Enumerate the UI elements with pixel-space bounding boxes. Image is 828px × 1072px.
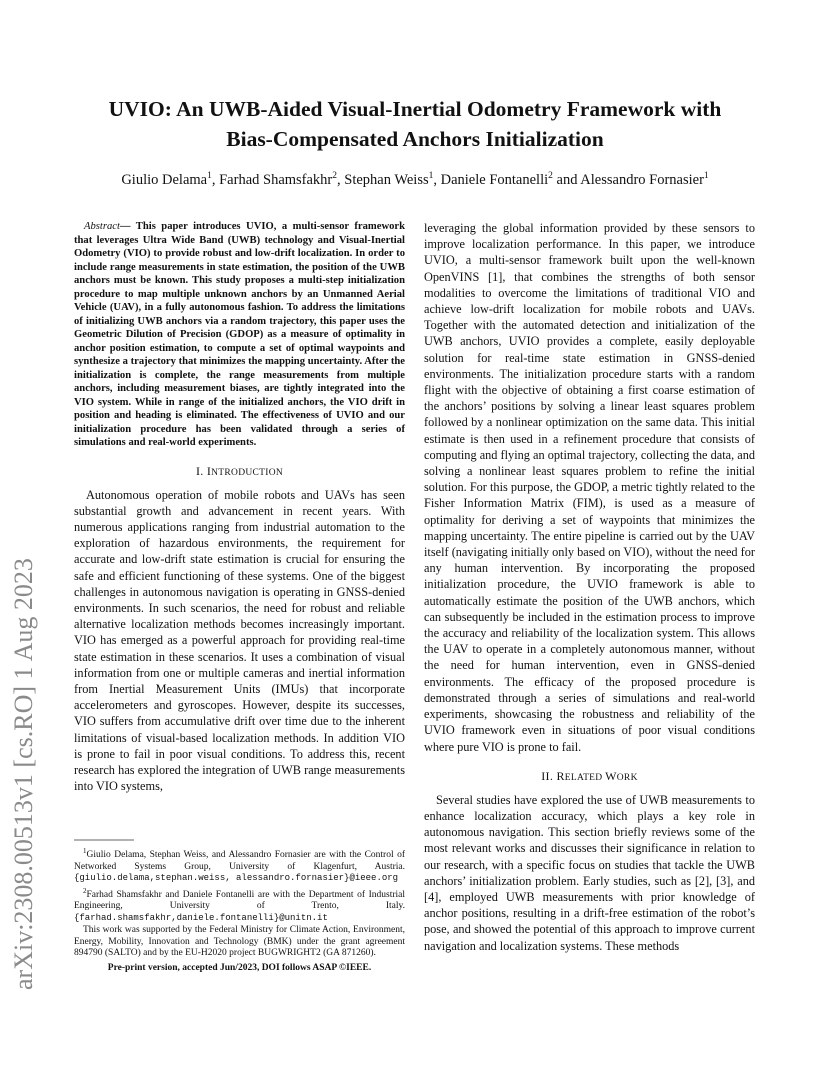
section-title-mid: ELATED (564, 772, 606, 783)
section-heading-introduction (74, 464, 405, 479)
footnote-2-text: Farhad Shamsfakhr and Daniele Fontanelli are with the Department of Industrial Engineering, University of Trento, Italy. (74, 889, 405, 912)
affiliation-mark: 1 (703, 171, 709, 181)
affiliation-mark: 2 (332, 171, 338, 181)
affiliation-mark: 2 (548, 171, 553, 181)
section-initial: I (206, 463, 212, 478)
author-separator: , (211, 171, 220, 188)
author-list (74, 171, 756, 189)
intro-paragraph-left: Autonomous operation of mobile robots and UAVs has seen substantial growth and advancement in recent years. With numerous applications ranging from industrial automation to the exploration of hazardous environments, the requirement for accurate and low-drift state estimation is crucial for ensuring the safe and efficient functioning of these systems. One of the biggest challenges in autonomous navigation is operating in GNSS-denied environments. In such scenarios, the need for robust and reliable alternative localization methods becomes increasingly important. VIO has emerged as a powerful approach for providing real-time state estimation in these scenarios. It uses a combination of visual information from one or multiple cameras and inertial information from Inertial Measurement Units (IMUs) that incorporate accelerometers and gyroscopes. However, despite its successes, VIO suffers from accumulative drift over time due to the inherent limitations of visual-based localization methods. In addition VIO is prone to fail in poor visual conditions. To address this, recent research has explored the integration of UWB range measurements into VIO systems, (74, 487, 405, 794)
section-initial: R (556, 768, 565, 783)
affiliation-mark: 1 (207, 171, 212, 181)
footnote-2: $^2$Farhad Shamsfakhr and Daniele Fontanelli are with the Department of Industrial Engineering, University of Trento, Italy. {farhad.shamsfakhr,daniele.fontanelli}@unitn.it (74, 886, 405, 923)
author-separator: , (337, 171, 345, 188)
footnote-1: $^1$Giulio Delama, Stephan Weiss, and Alessandro Fornasier are with the Control of Networked Systems Group, University of Klagenfurt, Austria. {giulio.delama,stephan.weiss, alessandro.fornasier}@ieee.org (74, 847, 405, 884)
section-title-rest: ORK (616, 772, 638, 783)
abstract (74, 220, 405, 450)
preprint-note: Pre-print version, accepted Jun/2023, DOI follows ASAP ©IEEE. (107, 962, 372, 973)
section-initial-2: W (605, 768, 617, 783)
author: Alessandro Fornasier (580, 171, 704, 188)
footnote-2-email[interactable]: {farhad.shamsfakhr,daniele.fontanelli}@unitn.it (74, 912, 328, 923)
author-separator: , (433, 171, 441, 188)
affiliation-mark: 1 (428, 171, 434, 181)
author: Giulio Delama (121, 171, 208, 188)
author: Stephan Weiss (344, 171, 429, 188)
title-line-2: Bias-Compensated Anchors Initialization (226, 127, 604, 151)
section-title-rest: NTRODUCTION (211, 467, 284, 478)
paper-title (74, 94, 756, 154)
section-number: I. (195, 463, 207, 478)
arxiv-identifier: arXiv:2308.00513v1 [cs.RO] 1 Aug 2023 (9, 558, 38, 990)
footnote-rule (74, 839, 134, 841)
left-column (74, 220, 405, 794)
author: Farhad Shamsfakhr (219, 171, 333, 188)
abstract-label: Abstract (84, 221, 120, 232)
title-line-1: UVIO: An UWB-Aided Visual-Inertial Odometry Framework with (108, 97, 722, 121)
footnotes (74, 846, 405, 975)
author: Daniele Fontanelli (440, 171, 549, 188)
intro-paragraph-right: leveraging the global information provided by these sensors to improve localization performance. In this paper, we introduce UVIO, a multi-sensor framework built upon the well-known OpenVINS [1], that combines the strengths of both sensor modalities to overcome the limitations of traditional VIO and achieve low-drift localization for mobile robots and UAVs. Together with the automated detection and initialization of the UWB anchors, UVIO provides a complete, easily deployable solution for real-time state estimation in GNSS-denied environments. The initialization procedure starts with a random flight with the objective of obtaining a first coarse estimation of the anchors’ positions by solving a linear least squares problem followed by a nonlinear optimization on the same data. This initial estimate is then used in a refinement procedure that consists of computing and flying an optimal trajectory, collecting the data, and solving a nonlinear least squares problem to refine the initial solution. For this purpose, the GDOP, a metric tightly related to the Fisher Information Matrix (FIM), is used as a measure of optimality for deriving a set of waypoints that minimizes the mapping uncertainty. The entire pipeline is carried out by the UAV itself (navigating initially only based on VIO), without the need for any human intervention. By incorporating the proposed initialization procedure, the UVIO framework is able to automatically estimate the position of the UWB anchors, which can subsequently be included in the estimation process to improve the accuracy and reliability of the localization system. This allows the UAV to operate in a completely autonomous manner, without the need for human intervention, even in GNSS-denied environments. The efficacy of the proposed procedure is demonstrated through a series of simulations and real-world experiments, showcasing the robustness and reliability of the UVIO framework even in situations of poor visual conditions where pure VIO is prone to fail. (424, 221, 755, 754)
funding-note: This work was supported by the Federal Ministry for Climate Action, Environment, Energy, Mobility, Innovation and Technology (BMK) under the grant agreement 894790 (SALTO) and by the EU-H2020 project BUGWRIGHT2 (GA 871260). (74, 925, 405, 959)
right-column (424, 220, 755, 954)
section-heading-related-work (424, 769, 755, 784)
abstract-text: — This paper introduces UVIO, a multi-sensor framework that leverages Ultra Wide Band (UWB) technology and Visual-Inertial Odometry (VIO) to provide robust and low-drift localization. In order to include range measurements in state estimation, the position of the UWB anchors must be known. This study proposes a multi-step initialization procedure to map multiple unknown anchors by an Unmanned Aerial Vehicle (UAV), in a fully autonomous fashion. To address the limitations of initializing UWB anchors via a random trajectory, this paper uses the Geometric Dilution of Precision (GDOP) as a measure of optimality in anchor position estimation, to compute a set of optimal waypoints and synthesize a trajectory that minimizes the mapping uncertainty. After the initialization is complete, the range measurements from multiple anchors, including measurement biases, are tightly integrated into the VIO system. While in range of the initialized anchors, the VIO drift in position and heading is eliminated. The effectiveness of UVIO and our initialization procedure has been validated through a series of simulations and real-world experiments. (74, 221, 405, 448)
related-work-paragraph: Several studies have explored the use of UWB measurements to enhance localization accuracy, which plays a key role in autonomous navigation. This section briefly reviews some of the most relevant works and discusses their significance in relation to our research, with a specific focus on studies that tackle the UWB anchors’ initialization problem. Early studies, such as [2], [3], and [4], employed UWB measurements with prior knowledge of anchor positions, resulting in a drift-free estimation of the robot’s pose, and showed the potential of this approach to improve current navigation and localization systems. These methods (424, 792, 755, 953)
footnote-1-email[interactable]: {giulio.delama,stephan.weiss, alessandro.fornasier}@ieee.org (74, 873, 399, 884)
section-number: II. (541, 768, 557, 783)
author-separator: and (552, 171, 581, 188)
footnote-1-text: Giulio Delama, Stephan Weiss, and Alessandro Fornasier are with the Control of Networked Systems Group, University of Klagenfurt, Austria. (74, 850, 405, 872)
